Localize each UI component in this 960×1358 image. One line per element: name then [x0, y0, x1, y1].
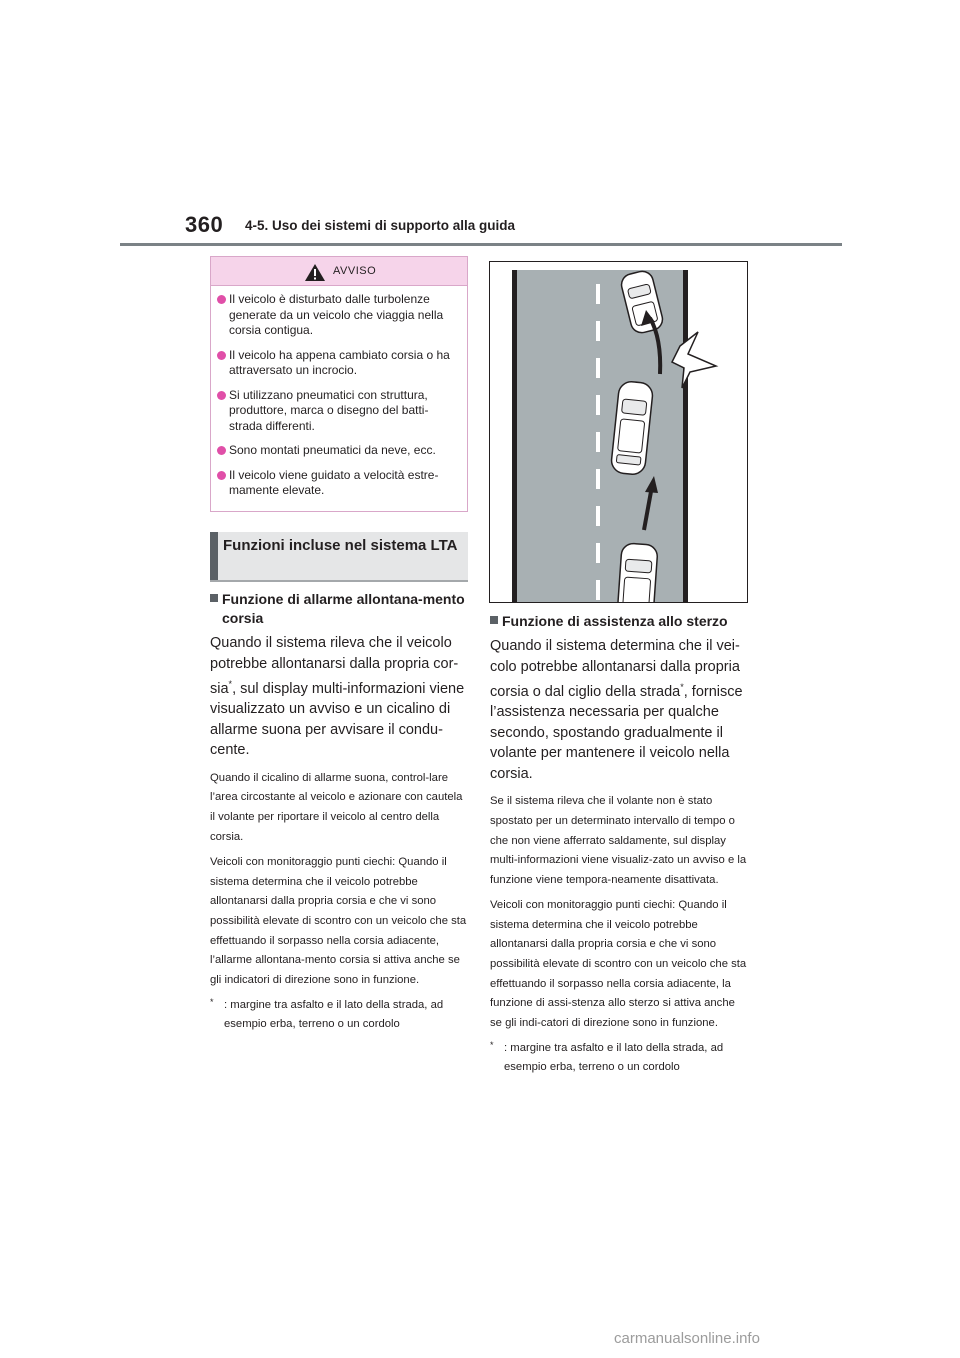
bullet-icon	[217, 471, 226, 480]
list-item: Il veicolo è disturbato dalle turbolenze generate da un veicolo che viaggia nella corsia contigua.	[217, 292, 457, 339]
body-paragraph: Se il sistema rileva che il volante non è stato spostato per un determinato intervallo di tempo o che non viene afferrato saldamente, sul display multi-informazioni viene visualiz-zato un avviso e la funzione viene tempora-neamente disattivata.	[490, 795, 747, 886]
list-item: Il veicolo ha appena cambiato corsia o ha attraversato un incrocio.	[217, 348, 457, 379]
warning-header	[211, 257, 467, 286]
road-edge-right	[683, 270, 688, 602]
lead-paragraph: Quando il sistema determina che il vei-colo potrebbe allontanarsi dalla propria corsia o dal ciglio della strada*, fornisce l’assistenza necessaria per qualche secondo, spostando gradualmente il volante per mantenere il veicolo nella corsia.	[490, 638, 743, 782]
section-heading-title: Funzioni incluse nel sistema LTA	[223, 537, 458, 554]
warning-title: AVVISO	[333, 265, 377, 277]
bullet-icon	[217, 391, 226, 400]
road-diagram	[490, 262, 747, 602]
footnote: * : margine tra asfalto e il lato della strada, ad esempio erba, terreno o un cordolo	[210, 997, 444, 1031]
left-column	[210, 590, 468, 1034]
lane-assist-illustration	[489, 261, 748, 603]
right-column	[490, 612, 748, 1077]
header-divider	[120, 243, 842, 246]
warning-triangle-icon	[304, 263, 326, 282]
section-heading	[210, 532, 468, 582]
car-bottom	[617, 543, 658, 602]
footnote: * : margine tra asfalto e il lato della strada, ad esempio erba, terreno o un cordolo	[490, 1040, 724, 1074]
subheading-lane-departure: Funzione di allarme allontana-mento corsia	[210, 590, 468, 628]
list-item: Il veicolo viene guidato a velocità estre-mamente elevate.	[217, 468, 457, 499]
heading-bar	[210, 532, 218, 580]
lane-divider	[596, 284, 600, 600]
square-bullet-icon	[210, 594, 218, 602]
bullet-icon	[217, 446, 226, 455]
section-title: 4-5. Uso dei sistemi di supporto alla guida	[245, 218, 516, 233]
body-paragraph: Quando il cicalino di allarme suona, control-lare l’area circostante al veicolo e azionare con cautela il volante per riportare il veicolo al centro della corsia.	[210, 771, 463, 843]
warning-list	[211, 286, 467, 499]
bullet-icon	[217, 295, 226, 304]
body-paragraph: Veicoli con monitoraggio punti ciechi: Quando il sistema determina che il veicolo potrebbe allontanarsi dalla propria corsia e che vi sono possibilità elevate di scontro con un veicolo che sta effettuando il sorpasso nella corsia adiacente, la funzione di assi-stenza allo sterzo si attiva anche se gli indi-catori di direzione sono in funzione.	[490, 899, 747, 1029]
square-bullet-icon	[490, 616, 498, 624]
page-number: 360	[185, 212, 224, 237]
bullet-icon	[217, 351, 226, 360]
road-edge-left	[512, 270, 517, 602]
list-item: Si utilizzano pneumatici con struttura, produttore, marca o disegno del batti-strada differenti.	[217, 388, 457, 435]
subheading-steering-assist: Funzione di assistenza allo sterzo	[490, 612, 748, 631]
lead-paragraph: Quando il sistema rileva che il veicolo potrebbe allontanarsi dalla propria cor-sia*, sul display multi-informazioni viene visualizzato un avviso e un cicalino di allarme suona per avvisare il condu-cente.	[210, 635, 465, 759]
list-item: Sono montati pneumatici da neve, ecc.	[217, 443, 457, 459]
watermark: carmanualsonline.info	[614, 1330, 760, 1347]
body-paragraph: Veicoli con monitoraggio punti ciechi: Quando il sistema determina che il veicolo potrebbe allontanarsi dalla propria corsia e che vi sono possibilità elevate di scontro con un veicolo che sta effettuando il sorpasso nella corsia adiacente, l’allarme allontana-mento corsia si attiva anche se gli indicatori di direzione sono in funzione.	[210, 856, 467, 986]
warning-box	[210, 256, 468, 512]
